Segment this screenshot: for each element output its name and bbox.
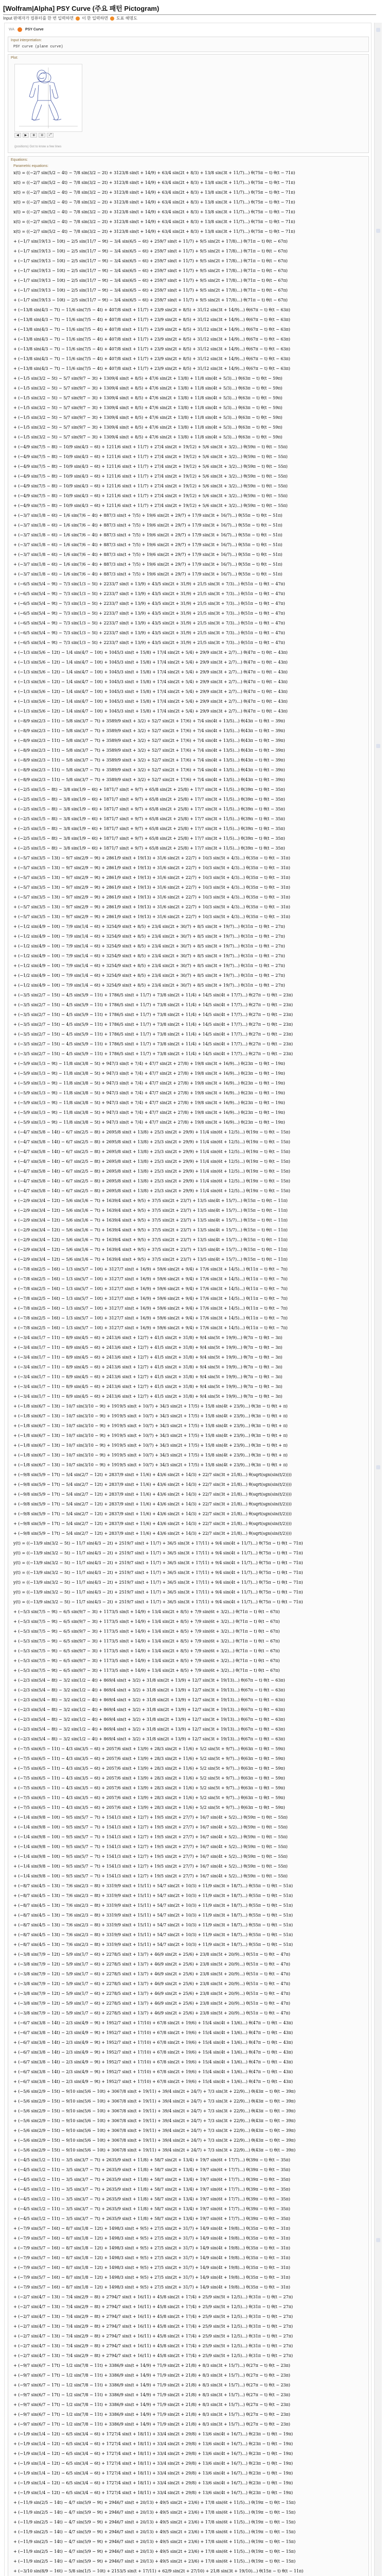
- equation-line: + (−3/5 sin(2/7 − 15t) − 4/5 sin(5/9 − 11t) + 1786/5 sin(t + 11/7) + 73/8 sin(2t + 11/4) + 14/5 sin(4t + 17/7)...) θ(27π − t) θ(t − 23π): [13, 1032, 293, 1037]
- equation-line: + (−1/2 sin(4/9 − 10t) − 7/9 sin(1/4 − 6t) + 3254/9 sin(t + 8/5) + 23/4 sin(2t + 30/7) + 8/5 sin(3t + 19/7)...) θ(31π − t) θ(t − 27π): [13, 924, 285, 929]
- equation-line: + (−1/3 sin(5/6 − 12t) − 1/4 sin(4/7 − 10t) + 1045/3 sin(t + 15/8) + 17/4 sin(2t + 5/4) + 29/9 sin(3t + 2/7)...) θ(47π − t) θ(t − 43π): [13, 660, 288, 665]
- equation-line: + (−9/7 sin(6/7 − 17t) − 1/2 sin(7/8 − 11t) + 3386/9 sin(t + 14/9) + 71/9 sin(2t + 21/8) + 8/3 sin(3t + 15/7)...) θ(27π − t) θ(t − 23π): [13, 2373, 291, 2378]
- equation-line: + (−1/4 sin(9/8 − 10t) − 9/5 sin(5/7 − 7t) + 1541/3 sin(t + 12/7) + 19/5 sin(2t + 27/7) + 16/7 sin(4t + 5/2)...) θ(59π − t) θ(t − 55π): [13, 1825, 288, 1829]
- equation-line: + (−1/2 sin(4/9 − 10t) − 7/9 sin(1/4 − 6t) + 3254/9 sin(t + 8/5) + 23/4 sin(2t + 30/7) + 8/5 sin(3t + 19/7)...) θ(31π − t) θ(t − 27π): [13, 973, 285, 978]
- equation-line: + (−3/7 sin(1/8 − 6t) − 1/6 sin(7/6 − 4t) + 887/3 sin(t + 7/5) + 19/6 sin(2t + 29/7) + 17/9 sin(3t + 16/7)...) θ(55π − t) θ(t − 51π): [13, 523, 282, 528]
- equation-line: + (−1/5 sin(3/2 − 5t) − 5/7 sin(9/7 − 3t) + 1309/4 sin(t + 8/5) + 47/6 sin(2t + 13/8) + 11/8 sin(4t + 5/3)...) θ(63π − t) θ(t − 59π): [13, 386, 282, 391]
- equation-line: + (−3/5 sin(2/7 − 15t) − 4/5 sin(5/9 − 11t) + 1786/5 sin(t + 11/7) + 73/8 sin(2t + 11/4) + 14/5 sin(4t + 17/7)...) θ(27π − t) θ(t − 23π): [13, 1052, 293, 1056]
- equation-line: + (−3/7 sin(1/8 − 6t) − 1/6 sin(7/6 − 4t) + 887/3 sin(t + 7/5) + 19/6 sin(2t + 29/7) + 17/9 sin(3t + 16/7)...) θ(55π − t) θ(t − 51π): [13, 572, 282, 577]
- equation-line: + (−1/8 sin(6/7 − 13t) − 10/7 sin(3/10 − 9t) + 1919/5 sin(t + 10/7) + 34/3 sin(2t + 17/5) + 15/8 sin(4t + 23/9)...) θ(3π − t) θ(t + π): [13, 1463, 288, 1467]
- equation-line: + (−9/8 sin(5/9 − 17t) − 5/4 sin(2/7 − 12t) + 2837/9 sin(t + 11/6) + 43/6 sin(2t + 14/3) + 22/7 sin(3t + 21/8)...) θ(sqrt(sgn(sin(t/2)))): [13, 1482, 292, 1487]
- equation-line: + (−2/7 sin(4/7 − 13t) − 7/4 sin(2/9 − 8t) + 2794/7 sin(t + 16/11) + 45/8 sin(2t + 17/4) + 25/9 sin(5t + 12/5)...) θ(31π − t) θ(t − 27π): [13, 2353, 293, 2358]
- equation-line: + (−9/7 sin(6/7 − 17t) − 1/2 sin(7/8 − 11t) + 3386/9 sin(t + 14/9) + 71/9 sin(2t + 21/8) + 8/3 sin(3t + 15/7)...) θ(27π − t) θ(t − 23π): [13, 2393, 291, 2397]
- equation-line: + (−6/7 sin(3/8 − 14t) − 2/3 sin(4/9 − 9t) + 1952/7 sin(t + 17/10) + 67/8 sin(2t + 19/6) + 15/4 sin(4t + 13/6)...) θ(47π − t) θ(t − 43π): [13, 2079, 293, 2084]
- equation-line: + (−1/8 sin(6/7 − 13t) − 10/7 sin(3/10 − 9t) + 1919/5 sin(t + 10/7) + 34/3 sin(2t + 17/5) + 15/8 sin(4t + 23/9)...) θ(3π − t) θ(t + π): [13, 1453, 288, 1458]
- equation-line: + (−3/8 sin(7/9 − 12t) − 5/9 sin(1/7 − 6t) + 2278/5 sin(t + 13/7) + 46/9 sin(2t + 25/6) + 23/8 sin(5t + 20/9)...) θ(51π − t) θ(t − 47π): [13, 2011, 291, 2015]
- equation-line: + (−3/7 sin(1/8 − 6t) − 1/6 sin(7/6 − 4t) + 887/3 sin(t + 7/5) + 19/6 sin(2t + 29/7) + 17/9 sin(3t + 16/7)...) θ(55π − t) θ(t − 51π): [13, 533, 282, 537]
- pod-title: Plot:: [11, 56, 19, 60]
- equation-line: + (−5/9 sin(1/3 − 9t) − 11/8 sin(3/8 − 5t) + 947/3 sin(t + 7/4) + 47/7 sin(2t + 27/8) + 19/8 sin(3t + 16/9)...) θ(23π − t) θ(t − 19π): [13, 1071, 285, 1076]
- equation-line: + (−4/9 sin(7/5 − 8t) − 10/9 sin(4/3 − 6t) + 1211/6 sin(t + 11/7) + 27/4 sin(2t + 19/12) + 5/6 sin(3t + 3/2)...) θ(59π − t) θ(t − 55π): [13, 454, 288, 459]
- equation-line: + (−7/5 sin(6/5 − 11t) − 4/3 sin(3/5 − 6t) + 2057/6 sin(t + 13/9) + 28/3 sin(2t + 11/6) + 5/2 sin(5t + 9/7)...) θ(63π − t) θ(t − 59π): [13, 1747, 285, 1751]
- equation-line: + (−11/9 sin(2/5 − 14t) − 4/7 sin(5/9 − 9t) + 2946/7 sin(t + 20/13) + 49/5 sin(2t + 23/6) + 17/8 sin(6t + 11/5)...) θ(19π − t) θ(t − 15π): [13, 2520, 296, 2524]
- equation-line: + (−6/5 sin(5/4 − 9t) − 7/3 sin(1/3 − 5t) + 2233/7 sin(t + 13/9) + 43/5 sin(2t + 31/9) + 21/5 sin(3t + 7/3)...) θ(51π − t) θ(t − 47π): [13, 591, 285, 596]
- equation-line: + (−9/8 sin(5/9 − 17t) − 5/4 sin(2/7 − 12t) + 2837/9 sin(t + 11/6) + 43/6 sin(2t + 14/3) + 22/7 sin(3t + 21/8)...) θ(sqrt(sgn(sin(t/2)))): [13, 1502, 292, 1506]
- equation-line: + (−13/8 sin(4/3 − 7t) − 11/6 sin(7/5 − 4t) + 407/8 sin(t + 11/7) + 23/9 sin(2t + 8/5) + 31/12 sin(3t + 14/9)...) θ(67π − t) θ(t − 63π): [13, 327, 291, 332]
- equation-line: + (−1/2 sin(4/9 − 10t) − 7/9 sin(1/4 − 6t) + 3254/9 sin(t + 8/5) + 23/4 sin(2t + 30/7) + 8/5 sin(3t + 19/7)...) θ(31π − t) θ(t − 27π): [13, 944, 285, 948]
- equation-line: + (−13/8 sin(4/3 − 7t) − 11/6 sin(7/5 − 4t) + 407/8 sin(t + 11/7) + 23/9 sin(2t + 8/5) + 31/12 sin(3t + 14/9)...) θ(67π − t) θ(t − 63π): [13, 308, 291, 312]
- equation-line: + (−9/7 sin(6/7 − 17t) − 1/2 sin(7/8 − 11t) + 3386/9 sin(t + 14/9) + 71/9 sin(2t + 21/8) + 8/3 sin(3t + 15/7)...) θ(27π − t) θ(t − 23π): [13, 2363, 291, 2368]
- equation-line: + (−2/5 sin(1/5 − 8t) − 3/8 sin(1/9 − 6t) + 1871/7 sin(t + 9/7) + 65/8 sin(2t + 25/8) + 17/7 sin(3t + 11/5)...) θ(39π − t) θ(t − 35π): [13, 826, 285, 831]
- equation-line: y(t) = ((−13/9 sin(3/2 − 5t) − 11/7 sin(4/3 − 2t) + 2519/7 sin(t + 11/7) + 36/5 sin(3t + 17/11) + 9/4 sin(4t + 11/7)...) θ(75π − t) θ(t − 71π): [13, 1600, 303, 1604]
- equation-line: + (−2/9 sin(3/4 − 12t) − 5/6 sin(1/6 − 7t) + 1639/4 sin(t + 9/5) + 37/5 sin(2t + 23/7) + 13/5 sin(4t + 15/7)...) θ(15π − t) θ(t − 11π): [13, 1218, 288, 1223]
- query-name[interactable]: PSY Curve: [25, 28, 44, 31]
- equation-line: x(t) = ((−2/7 sin(5/2 − 4t) − 7/8 sin(3/2 − 2t) + 3123/8 sin(t + 14/9) + 63/4 sin(2t + 8/3) + 13/8 sin(3t + 11/7)...) θ(75π − t) θ(t − 71π): [13, 171, 295, 175]
- orange-circle-icon: [110, 16, 114, 21]
- equation-line: + (−5/3 sin(7/5 − 9t) − 6/5 sin(9/7 − 3t) + 1173/5 sin(t + 14/9) + 13/4 sin(2t + 8/5) + 7/9 sin(6t + 3/2)...) θ(71π − t) θ(t − 67π): [13, 1668, 280, 1673]
- equation-line: + (−1/5 sin(3/2 − 5t) − 5/7 sin(9/7 − 3t) + 1309/4 sin(t + 8/5) + 47/6 sin(2t + 13/8) + 11/8 sin(4t + 5/3)...) θ(63π − t) θ(t − 59π): [13, 405, 282, 410]
- equation-line: + (−3/4 sin(1/7 − 11t) − 8/9 sin(4/5 − 6t) + 2413/6 sin(t + 12/7) + 41/5 sin(2t + 31/8) + 9/4 sin(5t + 19/9)...) θ(7π − t) θ(t − 3π): [13, 1345, 282, 1350]
- pod-title: Input interpretation:: [11, 39, 42, 42]
- equation-line: + (−1/4 sin(9/8 − 10t) − 9/5 sin(5/7 − 7t) + 1541/3 sin(t + 12/7) + 19/5 sin(2t + 27/7) + 16/7 sin(4t + 5/2)...) θ(59π − t) θ(t − 55π): [13, 1854, 288, 1859]
- equation-line: + (−3/7 sin(1/8 − 6t) − 1/6 sin(7/6 − 4t) + 887/3 sin(t + 7/5) + 19/6 sin(2t + 29/7) + 17/9 sin(3t + 16/7)...) θ(55π − t) θ(t − 51π): [13, 543, 282, 547]
- psy-curve-plot: [14, 64, 82, 132]
- equation-line: + (−4/5 sin(1/2 − 11t) − 3/5 sin(3/7 − 7t) + 2635/9 sin(t + 11/8) + 58/7 sin(2t + 13/4) + 19/7 sin(6t + 17/7)...) θ(39π − t) θ(t − 35π): [13, 2187, 291, 2192]
- equation-line: + (−7/8 sin(2/5 − 16t) − 1/3 sin(5/7 − 10t) + 3127/7 sin(t + 16/9) + 59/6 sin(2t + 9/4) + 17/6 sin(3t + 14/5)...) θ(11π − t) θ(t − 7π): [13, 1296, 288, 1301]
- equation-line: + (−7/9 sin(5/7 − 16t) − 8/7 sin(1/8 − 12t) + 1498/3 sin(t + 9/5) + 27/5 sin(2t + 31/7) + 14/9 sin(4t + 19/8)...) θ(35π − t) θ(t − 31π): [13, 2265, 291, 2270]
- equation-line: + (−1/7 sin(19/13 − 10t) − 2/5 sin(11/7 − 9t) − 3/4 sin(6/5 − 6t) + 259/7 sin(t + 11/7) + 9/5 sin(2t + 17/8)...) θ(71π − t) θ(t − 67π): [13, 268, 288, 273]
- equation-line: + (−1/9 sin(1/4 − 12t) − 6/5 sin(3/4 − 6t) + 1727/4 sin(t + 18/11) + 33/4 sin(2t + 29/8) + 13/6 sin(4t + 16/7)...) θ(23π − t) θ(t − 19π): [13, 2481, 293, 2485]
- equation-line: + (−1/2 sin(4/9 − 10t) − 7/9 sin(1/4 − 6t) + 3254/9 sin(t + 8/5) + 23/4 sin(2t + 30/7) + 8/5 sin(3t + 19/7)...) θ(31π − t) θ(t − 27π): [13, 983, 285, 988]
- equation-line: + (−3/5 sin(2/7 − 15t) − 4/5 sin(5/9 − 11t) + 1786/5 sin(t + 11/7) + 73/8 sin(2t + 11/4) + 14/5 sin(4t + 17/7)...) θ(27π − t) θ(t − 23π): [13, 993, 293, 997]
- pod-subtitle: Parametric equations:: [13, 164, 49, 168]
- equation-line: + (−1/3 sin(5/6 − 12t) − 1/4 sin(4/7 − 10t) + 1045/3 sin(t + 15/8) + 17/4 sin(2t + 5/4) + 29/9 sin(3t + 2/7)...) θ(47π − t) θ(t − 43π): [13, 680, 288, 684]
- equation-line: + (−1/3 sin(5/6 − 12t) − 1/4 sin(4/7 − 10t) + 1045/3 sin(t + 15/8) + 17/4 sin(2t + 5/4) + 29/9 sin(3t + 2/7)...) θ(47π − t) θ(t − 43π): [13, 689, 288, 694]
- equation-line: + (−6/7 sin(3/8 − 14t) − 2/3 sin(4/9 − 9t) + 1952/7 sin(t + 17/10) + 67/8 sin(2t + 19/6) + 15/4 sin(4t + 13/6)...) θ(47π − t) θ(t − 43π): [13, 2050, 293, 2055]
- plot-control-right[interactable]: ▶: [23, 133, 29, 138]
- equation-line: + (−3/5 sin(2/7 − 15t) − 4/5 sin(5/9 − 11t) + 1786/5 sin(t + 11/7) + 73/8 sin(2t + 11/4) + 14/5 sin(4t + 17/7)...) θ(27π − t) θ(t − 23π): [13, 1042, 293, 1046]
- pod-title: Equations:: [11, 158, 28, 162]
- equation-line: + (−2/5 sin(1/5 − 8t) − 3/8 sin(1/9 − 6t) + 1871/7 sin(t + 9/7) + 65/8 sin(2t + 25/8) + 17/7 sin(3t + 11/5)...) θ(39π − t) θ(t − 35π): [13, 836, 285, 841]
- equation-line: + (−1/7 sin(19/13 − 10t) − 2/5 sin(11/7 − 9t) − 3/4 sin(6/5 − 6t) + 259/7 sin(t + 11/7) + 9/5 sin(2t + 17/8)...) θ(71π − t) θ(t − 67π): [13, 239, 288, 244]
- equation-line: + (−7/8 sin(2/5 − 16t) − 1/3 sin(5/7 − 10t) + 3127/7 sin(t + 16/9) + 59/6 sin(2t + 9/4) + 17/6 sin(3t + 14/5)...) θ(11π − t) θ(t − 7π): [13, 1306, 288, 1311]
- equation-line: + (−3/4 sin(1/7 − 11t) − 8/9 sin(4/5 − 6t) + 2413/6 sin(t + 12/7) + 41/5 sin(2t + 31/8) + 9/4 sin(5t + 19/9)...) θ(7π − t) θ(t − 3π): [13, 1335, 282, 1340]
- equation-line: + (−5/6 sin(2/9 − 15t) − 9/10 sin(5/6 − 10t) + 3067/8 sin(t + 19/11) + 39/4 sin(2t + 24/7) + 7/3 sin(3t + 22/9)...) θ(43π − t) θ(t − 39π): [13, 2128, 296, 2133]
- equation-line: + (−4/9 sin(7/5 − 8t) − 10/9 sin(4/3 − 6t) + 1211/6 sin(t + 11/7) + 27/4 sin(2t + 19/12) + 5/6 sin(3t + 3/2)...) θ(59π − t) θ(t − 55π): [13, 503, 288, 508]
- equation-line: + (−5/6 sin(2/9 − 15t) − 9/10 sin(5/6 − 10t) + 3067/8 sin(t + 19/11) + 39/4 sin(2t + 24/7) + 7/3 sin(3t + 22/9)...) θ(43π − t) θ(t − 39π): [13, 2119, 296, 2123]
- equation-line: + (−3/4 sin(1/7 − 11t) − 8/9 sin(4/5 − 6t) + 2413/6 sin(t + 12/7) + 41/5 sin(2t + 31/8) + 9/4 sin(5t + 19/9)...) θ(7π − t) θ(t − 3π): [13, 1365, 282, 1369]
- equation-line: + (−5/9 sin(1/3 − 9t) − 11/8 sin(3/8 − 5t) + 947/3 sin(t + 7/4) + 47/7 sin(2t + 27/8) + 19/8 sin(3t + 16/9)...) θ(23π − t) θ(t − 19π): [13, 1110, 285, 1115]
- rail-marker-icon: [376, 28, 380, 32]
- equation-line: + (−3/7 sin(1/8 − 6t) − 1/6 sin(7/6 − 4t) + 887/3 sin(t + 7/5) + 19/6 sin(2t + 29/7) + 17/9 sin(3t + 16/7)...) θ(55π − t) θ(t − 51π): [13, 552, 282, 557]
- equation-line: + (−3/5 sin(2/7 − 15t) − 4/5 sin(5/9 − 11t) + 1786/5 sin(t + 11/7) + 73/8 sin(2t + 11/4) + 14/5 sin(4t + 17/7)...) θ(27π − t) θ(t − 23π): [13, 1022, 293, 1027]
- equation-line: + (−8/9 sin(2/3 − 11t) − 5/8 sin(3/7 − 7t) + 3589/9 sin(t + 3/2) + 52/7 sin(2t + 17/6) + 7/4 sin(4t + 13/5)...) θ(43π − t) θ(t − 39π): [13, 768, 285, 772]
- equation-line: + (−1/5 sin(3/2 − 5t) − 5/7 sin(9/7 − 3t) + 1309/4 sin(t + 8/5) + 47/6 sin(2t + 13/8) + 11/8 sin(4t + 5/3)...) θ(63π − t) θ(t − 59π): [13, 415, 282, 420]
- equation-line: + (−1/8 sin(6/7 − 13t) − 10/7 sin(3/10 − 9t) + 1919/5 sin(t + 10/7) + 34/3 sin(2t + 17/5) + 15/8 sin(4t + 23/9)...) θ(3π − t) θ(t + π): [13, 1414, 288, 1418]
- equation-line: + (−7/8 sin(2/5 − 16t) − 1/3 sin(5/7 − 10t) + 3127/7 sin(t + 16/9) + 59/6 sin(2t + 9/4) + 17/6 sin(3t + 14/5)...) θ(11π − t) θ(t − 7π): [13, 1316, 288, 1320]
- equation-line: + (−8/9 sin(2/3 − 11t) − 5/8 sin(3/7 − 7t) + 3589/9 sin(t + 3/2) + 52/7 sin(2t + 17/6) + 7/4 sin(4t + 13/5)...) θ(43π − t) θ(t − 39π): [13, 719, 285, 723]
- equation-line: + (−2/3 sin(5/4 − 8t) − 3/2 sin(1/2 − 4t) + 869/4 sin(t + 3/2) + 31/8 sin(2t + 13/9) + 12/7 sin(3t + 19/13)...) θ(67π − t) θ(t − 63π): [13, 1737, 285, 1741]
- equation-line: + (−1/8 sin(6/7 − 13t) − 10/7 sin(3/10 − 9t) + 1919/5 sin(t + 10/7) + 34/3 sin(2t + 17/5) + 15/8 sin(4t + 23/9)...) θ(3π − t) θ(t + π): [13, 1423, 288, 1428]
- equation-line: + (−7/5 sin(6/5 − 11t) − 4/3 sin(3/5 − 6t) + 2057/6 sin(t + 13/9) + 28/3 sin(2t + 11/6) + 5/2 sin(5t + 9/7)...) θ(63π − t) θ(t − 59π): [13, 1766, 285, 1771]
- orange-circle-icon: [76, 16, 80, 21]
- equation-line: + (−9/8 sin(5/9 − 17t) − 5/4 sin(2/7 − 12t) + 2837/9 sin(t + 11/6) + 43/6 sin(2t + 14/3) + 22/7 sin(3t + 21/8)...) θ(sqrt(sgn(sin(t/2)))): [13, 1512, 292, 1516]
- equation-line: + (−1/9 sin(1/4 − 12t) − 6/5 sin(3/4 − 6t) + 1727/4 sin(t + 18/11) + 33/4 sin(2t + 29/8) + 13/6 sin(4t + 16/7)...) θ(23π − t) θ(t − 19π): [13, 2451, 293, 2456]
- equation-line: + (−2/9 sin(3/4 − 12t) − 5/6 sin(1/6 − 7t) + 1639/4 sin(t + 9/5) + 37/5 sin(2t + 23/7) + 13/5 sin(4t + 15/7)...) θ(15π − t) θ(t − 11π): [13, 1198, 288, 1203]
- equation-line: x(t) = ((−2/7 sin(5/2 − 4t) − 7/8 sin(3/2 − 2t) + 3123/8 sin(t + 14/9) + 63/4 sin(2t + 8/3) + 13/8 sin(3t + 11/7)...) θ(75π − t) θ(t − 71π): [13, 229, 295, 234]
- equation-line: + (−7/8 sin(2/5 − 16t) − 1/3 sin(5/7 − 10t) + 3127/7 sin(t + 16/9) + 59/6 sin(2t + 9/4) + 17/6 sin(3t + 14/5)...) θ(11π − t) θ(t − 7π): [13, 1277, 288, 1281]
- equation-line: + (−1/3 sin(5/6 − 12t) − 1/4 sin(4/7 − 10t) + 1045/3 sin(t + 15/8) + 17/4 sin(2t + 5/4) + 29/9 sin(3t + 2/7)...) θ(47π − t) θ(t − 43π): [13, 709, 288, 714]
- equation-line: + (−4/7 sin(5/8 − 14t) − 6/7 sin(2/5 − 8t) + 2695/8 sin(t + 13/8) + 25/3 sin(2t + 29/9) + 11/4 sin(6t + 12/5)...) θ(19π − t) θ(t − 15π): [13, 1159, 291, 1164]
- equation-line: + (−1/5 sin(3/2 − 5t) − 5/7 sin(9/7 − 3t) + 1309/4 sin(t + 8/5) + 47/6 sin(2t + 13/8) + 11/8 sin(4t + 5/3)...) θ(63π − t) θ(t − 59π): [13, 376, 282, 381]
- equation-line: + (−1/7 sin(19/13 − 10t) − 2/5 sin(11/7 − 9t) − 3/4 sin(6/5 − 6t) + 259/7 sin(t + 11/7) + 9/5 sin(2t + 17/8)...) θ(71π − t) θ(t − 67π): [13, 249, 288, 253]
- equation-line: y(t) = ((−13/9 sin(3/2 − 5t) − 11/7 sin(4/3 − 2t) + 2519/7 sin(t + 11/7) + 36/5 sin(3t + 17/11) + 9/4 sin(4t + 11/7)...) θ(75π − t) θ(t − 71π): [13, 1541, 303, 1546]
- equation-line: + (−7/9 sin(5/7 − 16t) − 8/7 sin(1/8 − 12t) + 1498/3 sin(t + 9/5) + 27/5 sin(2t + 31/7) + 14/9 sin(4t + 19/8)...) θ(35π − t) θ(t − 31π): [13, 2256, 291, 2260]
- equation-line: + (−5/6 sin(2/9 − 15t) − 9/10 sin(5/6 − 10t) + 3067/8 sin(t + 19/11) + 39/4 sin(2t + 24/7) + 7/3 sin(3t + 22/9)...) θ(43π − t) θ(t − 39π): [13, 2089, 296, 2094]
- equation-line: + (−6/5 sin(5/4 − 9t) − 7/3 sin(1/3 − 5t) + 2233/7 sin(t + 13/9) + 43/5 sin(2t + 31/9) + 21/5 sin(3t + 7/3)...) θ(51π − t) θ(t − 47π): [13, 601, 285, 606]
- equation-line: + (−13/8 sin(4/3 − 7t) − 11/6 sin(7/5 − 4t) + 407/8 sin(t + 11/7) + 23/9 sin(2t + 8/5) + 31/12 sin(3t + 14/9)...) θ(67π − t) θ(t − 63π): [13, 317, 291, 322]
- equation-line: + (−4/9 sin(7/5 − 8t) − 10/9 sin(4/3 − 6t) + 1211/6 sin(t + 11/7) + 27/4 sin(2t + 19/12) + 5/6 sin(3t + 3/2)...) θ(59π − t) θ(t − 55π): [13, 464, 288, 469]
- equation-line: + (−6/7 sin(3/8 − 14t) − 2/3 sin(4/9 − 9t) + 1952/7 sin(t + 17/10) + 67/8 sin(2t + 19/6) + 15/4 sin(4t + 13/6)...) θ(47π − t) θ(t − 43π): [13, 2040, 293, 2045]
- equation-line: + (−4/9 sin(7/5 − 8t) − 10/9 sin(4/3 − 6t) + 1211/6 sin(t + 11/7) + 27/4 sin(2t + 19/12) + 5/6 sin(3t + 3/2)...) θ(59π − t) θ(t − 55π): [13, 484, 288, 488]
- equation-line: + (−5/3 sin(7/5 − 9t) − 6/5 sin(9/7 − 3t) + 1173/5 sin(t + 14/9) + 13/4 sin(2t + 8/5) + 7/9 sin(6t + 3/2)...) θ(71π − t) θ(t − 67π): [13, 1658, 280, 1663]
- wolfram-result-frame: [4, 23, 372, 2576]
- equation-line: + (−3/7 sin(1/8 − 6t) − 1/6 sin(7/6 − 4t) + 887/3 sin(t + 7/5) + 19/6 sin(2t + 29/7) + 17/9 sin(3t + 16/7)...) θ(55π − t) θ(t − 51π): [13, 562, 282, 567]
- equation-line: + (−5/3 sin(7/5 − 9t) − 6/5 sin(9/7 − 3t) + 1173/5 sin(t + 14/9) + 13/4 sin(2t + 8/5) + 7/9 sin(6t + 3/2)...) θ(71π − t) θ(t − 67π): [13, 1619, 280, 1624]
- page-title: [Wolfram|Alpha] PSY Curve (주요 패턴 Pictogram): [3, 3, 376, 15]
- equation-line: + (−7/5 sin(6/5 − 11t) − 4/3 sin(3/5 − 6t) + 2057/6 sin(t + 13/9) + 28/3 sin(2t + 11/6) + 5/2 sin(5t + 9/7)...) θ(63π − t) θ(t − 59π): [13, 1786, 285, 1790]
- equation-line: + (−9/7 sin(6/7 − 17t) − 1/2 sin(7/8 − 11t) + 3386/9 sin(t + 14/9) + 71/9 sin(2t + 21/8) + 8/3 sin(3t + 15/7)...) θ(27π − t) θ(t − 23π): [13, 2412, 291, 2417]
- equation-line: + (−8/9 sin(2/3 − 11t) − 5/8 sin(3/7 − 7t) + 3589/9 sin(t + 3/2) + 52/7 sin(2t + 17/6) + 7/4 sin(4t + 13/5)...) θ(43π − t) θ(t − 39π): [13, 738, 285, 743]
- rail-marker-icon: [376, 2238, 380, 2242]
- equation-line: + (−7/5 sin(6/5 − 11t) − 4/3 sin(3/5 − 6t) + 2057/6 sin(t + 13/9) + 28/3 sin(2t + 11/6) + 5/2 sin(5t + 9/7)...) θ(63π − t) θ(t − 59π): [13, 1776, 285, 1781]
- equation-line: + (−3/8 sin(7/9 − 12t) − 5/9 sin(1/7 − 6t) + 2278/5 sin(t + 13/7) + 46/9 sin(2t + 25/6) + 23/8 sin(5t + 20/9)...) θ(51π − t) θ(t − 47π): [13, 1991, 291, 1996]
- equation-line: + (−6/7 sin(3/8 − 14t) − 2/3 sin(4/9 − 9t) + 1952/7 sin(t + 17/10) + 67/8 sin(2t + 19/6) + 15/4 sin(4t + 13/6)...) θ(47π − t) θ(t − 43π): [13, 2070, 293, 2074]
- equation-line: + (−4/5 sin(1/2 − 11t) − 3/5 sin(3/7 − 7t) + 2635/9 sin(t + 11/8) + 58/7 sin(2t + 13/4) + 19/7 sin(6t + 17/7)...) θ(39π − t) θ(t − 35π): [13, 2197, 291, 2201]
- equation-line: + (−2/7 sin(4/7 − 13t) − 7/4 sin(2/9 − 8t) + 2794/7 sin(t + 16/11) + 45/8 sin(2t + 17/4) + 25/9 sin(5t + 12/5)...) θ(31π − t) θ(t − 27π): [13, 2304, 293, 2309]
- equation-line: + (−2/5 sin(1/5 − 8t) − 3/8 sin(1/9 − 6t) + 1871/7 sin(t + 9/7) + 65/8 sin(2t + 25/8) + 17/7 sin(3t + 11/5)...) θ(39π − t) θ(t − 35π): [13, 807, 285, 811]
- plot-zoom-in[interactable]: ⊕: [30, 133, 37, 138]
- equation-line: + (−3/4 sin(1/7 − 11t) − 8/9 sin(4/5 − 6t) + 2413/6 sin(t + 12/7) + 41/5 sin(2t + 31/8) + 9/4 sin(5t + 19/9)...) θ(7π − t) θ(t − 3π): [13, 1394, 282, 1399]
- input-interpretation-pod: [8, 37, 369, 52]
- equation-line: + (−3/5 sin(2/7 − 15t) − 4/5 sin(5/9 − 11t) + 1786/5 sin(t + 11/7) + 73/8 sin(2t + 11/4) + 14/5 sin(4t + 17/7)...) θ(27π − t) θ(t − 23π): [13, 1003, 293, 1007]
- equation-line: + (−5/3 sin(7/5 − 9t) − 6/5 sin(9/7 − 3t) + 1173/5 sin(t + 14/9) + 13/4 sin(2t + 8/5) + 7/9 sin(6t + 3/2)...) θ(71π − t) θ(t − 67π): [13, 1639, 280, 1643]
- equation-line: + (−6/5 sin(5/4 − 9t) − 7/3 sin(1/3 − 5t) + 2233/7 sin(t + 13/9) + 43/5 sin(2t + 31/9) + 21/5 sin(3t + 7/3)...) θ(51π − t) θ(t − 47π): [13, 621, 285, 625]
- equation-line: + (−1/2 sin(4/9 − 10t) − 7/9 sin(1/4 − 6t) + 3254/9 sin(t + 8/5) + 23/4 sin(2t + 30/7) + 8/5 sin(3t + 19/7)...) θ(31π − t) θ(t − 27π): [13, 954, 285, 958]
- equation-line: + (−2/3 sin(5/4 − 8t) − 3/2 sin(1/2 − 4t) + 869/4 sin(t + 3/2) + 31/8 sin(2t + 13/9) + 12/7 sin(3t + 19/13)...) θ(67π − t) θ(t − 63π): [13, 1698, 285, 1702]
- equation-line: + (−8/7 sin(4/5 − 13t) − 7/6 sin(2/3 − 8t) + 3319/9 sin(t + 15/11) + 54/7 sin(2t + 10/3) + 11/9 sin(3t + 18/7)...) θ(55π − t) θ(t − 51π): [13, 1923, 293, 1927]
- equation-line: y(t) = ((−13/9 sin(3/2 − 5t) − 11/7 sin(4/3 − 2t) + 2519/7 sin(t + 11/7) + 36/5 sin(3t + 17/11) + 9/4 sin(4t + 11/7)...) θ(75π − t) θ(t − 71π): [13, 1551, 303, 1555]
- equation-line: + (−4/7 sin(5/8 − 14t) − 6/7 sin(2/5 − 8t) + 2695/8 sin(t + 13/8) + 25/3 sin(2t + 29/9) + 11/4 sin(6t + 12/5)...) θ(19π − t) θ(t − 15π): [13, 1140, 291, 1144]
- plot-pod: [8, 54, 369, 153]
- equation-line: + (−4/7 sin(5/8 − 14t) − 6/7 sin(2/5 − 8t) + 2695/8 sin(t + 13/8) + 25/3 sin(2t + 29/9) + 11/4 sin(6t + 12/5)...) θ(19π − t) θ(t − 15π): [13, 1130, 291, 1134]
- equation-line: + (−4/7 sin(5/8 − 14t) − 6/7 sin(2/5 − 8t) + 2695/8 sin(t + 13/8) + 25/3 sin(2t + 29/9) + 11/4 sin(6t + 12/5)...) θ(19π − t) θ(t − 15π): [13, 1149, 291, 1154]
- equation-line: + (−4/7 sin(5/8 − 14t) − 6/7 sin(2/5 − 8t) + 2695/8 sin(t + 13/8) + 25/3 sin(2t + 29/9) + 11/4 sin(6t + 12/5)...) θ(19π − t) θ(t − 15π): [13, 1169, 291, 1174]
- equation-line: + (−5/9 sin(1/3 − 9t) − 11/8 sin(3/8 − 5t) + 947/3 sin(t + 7/4) + 47/7 sin(2t + 27/8) + 19/8 sin(3t + 16/9)...) θ(23π − t) θ(t − 19π): [13, 1061, 285, 1066]
- equation-line: + (−4/5 sin(1/2 − 11t) − 3/5 sin(3/7 − 7t) + 2635/9 sin(t + 11/8) + 58/7 sin(2t + 13/4) + 19/7 sin(6t + 17/7)...) θ(39π − t) θ(t − 35π): [13, 2167, 291, 2172]
- equation-line: + (−7/9 sin(5/7 − 16t) − 8/7 sin(1/8 − 12t) + 1498/3 sin(t + 9/5) + 27/5 sin(2t + 31/7) + 14/9 sin(4t + 19/8)...) θ(35π − t) θ(t − 31π): [13, 2246, 291, 2250]
- equation-line: + (−6/5 sin(5/4 − 9t) − 7/3 sin(1/3 − 5t) + 2233/7 sin(t + 13/9) + 43/5 sin(2t + 31/9) + 21/5 sin(3t + 7/3)...) θ(51π − t) θ(t − 47π): [13, 582, 285, 586]
- equation-line: + (−2/7 sin(4/7 − 13t) − 7/4 sin(2/9 − 8t) + 2794/7 sin(t + 16/11) + 45/8 sin(2t + 17/4) + 25/9 sin(5t + 12/5)...) θ(31π − t) θ(t − 27π): [13, 2334, 293, 2338]
- equation-line: + (−4/9 sin(7/5 − 8t) − 10/9 sin(4/3 − 6t) + 1211/6 sin(t + 11/7) + 27/4 sin(2t + 19/12) + 5/6 sin(3t + 3/2)...) θ(59π − t) θ(t − 55π): [13, 494, 288, 498]
- equation-line: + (−9/8 sin(5/9 − 17t) − 5/4 sin(2/7 − 12t) + 2837/9 sin(t + 11/6) + 43/6 sin(2t + 14/3) + 22/7 sin(3t + 21/8)...) θ(sqrt(sgn(sin(t/2)))): [13, 1531, 292, 1536]
- equation-line: + (−9/7 sin(6/7 − 17t) − 1/2 sin(7/8 − 11t) + 3386/9 sin(t + 14/9) + 71/9 sin(2t + 21/8) + 8/3 sin(3t + 15/7)...) θ(27π − t) θ(t − 23π): [13, 2402, 291, 2407]
- equation-line: + (−7/8 sin(2/5 − 16t) − 1/3 sin(5/7 − 10t) + 3127/7 sin(t + 16/9) + 59/6 sin(2t + 9/4) + 17/6 sin(3t + 14/5)...) θ(11π − t) θ(t − 7π): [13, 1286, 288, 1291]
- equation-line: + (−7/9 sin(5/7 − 16t) − 8/7 sin(1/8 − 12t) + 1498/3 sin(t + 9/5) + 27/5 sin(2t + 31/7) + 14/9 sin(4t + 19/8)...) θ(35π − t) θ(t − 31π): [13, 2285, 291, 2290]
- equation-line: + (−4/7 sin(5/8 − 14t) − 6/7 sin(2/5 − 8t) + 2695/8 sin(t + 13/8) + 25/3 sin(2t + 29/9) + 11/4 sin(6t + 12/5)...) θ(19π − t) θ(t − 15π): [13, 1189, 291, 1193]
- equation-line: + (−7/8 sin(2/5 − 16t) − 1/3 sin(5/7 − 10t) + 3127/7 sin(t + 16/9) + 59/6 sin(2t + 9/4) + 17/6 sin(3t + 14/5)...) θ(11π − t) θ(t − 7π): [13, 1326, 288, 1330]
- equation-line: x(t) = ((−2/7 sin(5/2 − 4t) − 7/8 sin(3/2 − 2t) + 3123/8 sin(t + 14/9) + 63/4 sin(2t + 8/3) + 13/8 sin(3t + 11/7)...) θ(75π − t) θ(t − 71π): [13, 210, 295, 214]
- equation-line: + (−5/3 sin(7/5 − 9t) − 6/5 sin(9/7 − 3t) + 1173/5 sin(t + 14/9) + 13/4 sin(2t + 8/5) + 7/9 sin(6t + 3/2)...) θ(71π − t) θ(t − 67π): [13, 1629, 280, 1634]
- equation-line: + (−3/4 sin(1/7 − 11t) − 8/9 sin(4/5 − 6t) + 2413/6 sin(t + 12/7) + 41/5 sin(2t + 31/8) + 9/4 sin(5t + 19/9)...) θ(7π − t) θ(t − 3π): [13, 1375, 282, 1379]
- equation-line: + (−8/9 sin(2/3 − 11t) − 5/8 sin(3/7 − 7t) + 3589/9 sin(t + 3/2) + 52/7 sin(2t + 17/6) + 7/4 sin(4t + 13/5)...) θ(43π − t) θ(t − 39π): [13, 728, 285, 733]
- equation-line: + (−8/7 sin(4/5 − 13t) − 7/6 sin(2/3 − 8t) + 3319/9 sin(t + 15/11) + 54/7 sin(2t + 10/3) + 11/9 sin(3t + 18/7)...) θ(55π − t) θ(t − 51π): [13, 1884, 293, 1888]
- equation-line: + (−4/9 sin(7/5 − 8t) − 10/9 sin(4/3 − 6t) + 1211/6 sin(t + 11/7) + 27/4 sin(2t + 19/12) + 5/6 sin(3t + 3/2)...) θ(59π − t) θ(t − 55π): [13, 474, 288, 479]
- equation-line: + (−2/3 sin(5/4 − 8t) − 3/2 sin(1/2 − 4t) + 869/4 sin(t + 3/2) + 31/8 sin(2t + 13/9) + 12/7 sin(3t + 19/13)...) θ(67π − t) θ(t − 63π): [13, 1678, 285, 1683]
- equation-line: + (−9/8 sin(5/9 − 17t) − 5/4 sin(2/7 − 12t) + 2837/9 sin(t + 11/6) + 43/6 sin(2t + 14/3) + 22/7 sin(3t + 21/8)...) θ(sqrt(sgn(sin(t/2)))): [13, 1492, 292, 1497]
- equation-line: + (−1/4 sin(9/8 − 10t) − 9/5 sin(5/7 − 7t) + 1541/3 sin(t + 12/7) + 19/5 sin(2t + 27/7) + 16/7 sin(4t + 5/2)...) θ(59π − t) θ(t − 55π): [13, 1874, 288, 1878]
- equation-line: + (−5/7 sin(3/5 − 13t) − 9/7 sin(2/9 − 9t) + 2861/9 sin(t + 19/13) + 31/6 sin(2t + 22/7) + 10/3 sin(5t + 4/3)...) θ(35π − t) θ(t − 31π): [13, 885, 291, 890]
- equation-line: + (−9/7 sin(6/7 − 17t) − 1/2 sin(7/8 − 11t) + 3386/9 sin(t + 14/9) + 71/9 sin(2t + 21/8) + 8/3 sin(3t + 15/7)...) θ(27π − t) θ(t − 23π): [13, 2383, 291, 2387]
- equation-line: + (−1/2 sin(4/9 − 10t) − 7/9 sin(1/4 − 6t) + 3254/9 sin(t + 8/5) + 23/4 sin(2t + 30/7) + 8/5 sin(3t + 19/7)...) θ(31π − t) θ(t − 27π): [13, 963, 285, 968]
- equation-line: + (−6/5 sin(5/4 − 9t) − 7/3 sin(1/3 − 5t) + 2233/7 sin(t + 13/9) + 43/5 sin(2t + 31/9) + 21/5 sin(3t + 7/3)...) θ(51π − t) θ(t − 47π): [13, 611, 285, 616]
- equation-line: + (−7/9 sin(5/7 − 16t) − 8/7 sin(1/8 − 12t) + 1498/3 sin(t + 9/5) + 27/5 sin(2t + 31/7) + 14/9 sin(4t + 19/8)...) θ(35π − t) θ(t − 31π): [13, 2275, 291, 2280]
- equation-line: + (−7/5 sin(6/5 − 11t) − 4/3 sin(3/5 − 6t) + 2057/6 sin(t + 13/9) + 28/3 sin(2t + 11/6) + 5/2 sin(5t + 9/7)...) θ(63π − t) θ(t − 59π): [13, 1756, 285, 1761]
- equation-line: + (−3/8 sin(7/9 − 12t) − 5/9 sin(1/7 − 6t) + 2278/5 sin(t + 13/7) + 46/9 sin(2t + 25/6) + 23/8 sin(5t + 20/9)...) θ(51π − t) θ(t − 47π): [13, 1952, 291, 1957]
- equation-line: + (−1/4 sin(9/8 − 10t) − 9/5 sin(5/7 − 7t) + 1541/3 sin(t + 12/7) + 19/5 sin(2t + 27/7) + 16/7 sin(4t + 5/2)...) θ(59π − t) θ(t − 55π): [13, 1815, 288, 1820]
- equation-line: + (−1/3 sin(5/6 − 12t) − 1/4 sin(4/7 − 10t) + 1045/3 sin(t + 15/8) + 17/4 sin(2t + 5/4) + 29/9 sin(3t + 2/7)...) θ(47π − t) θ(t − 43π): [13, 699, 288, 704]
- equation-line: y(t) = ((−13/9 sin(3/2 − 5t) − 11/7 sin(4/3 − 2t) + 2519/7 sin(t + 11/7) + 36/5 sin(3t + 17/11) + 9/4 sin(4t + 11/7)...) θ(75π − t) θ(t − 71π): [13, 1580, 303, 1585]
- equation-line: + (−5/9 sin(1/3 − 9t) − 11/8 sin(3/8 − 5t) + 947/3 sin(t + 7/4) + 47/7 sin(2t + 27/8) + 19/8 sin(3t + 16/9)...) θ(23π − t) θ(t − 19π): [13, 1081, 285, 1086]
- equation-line: + (−13/8 sin(4/3 − 7t) − 11/6 sin(7/5 − 4t) + 407/8 sin(t + 11/7) + 23/9 sin(2t + 8/5) + 31/12 sin(3t + 14/9)...) θ(67π − t) θ(t − 63π): [13, 337, 291, 342]
- description-line: [3, 15, 137, 21]
- parametric-equations: [13, 168, 363, 2576]
- equation-line: + (−4/5 sin(1/2 − 11t) − 3/5 sin(3/7 − 7t) + 2635/9 sin(t + 11/8) + 58/7 sin(2t + 13/4) + 19/7 sin(6t + 17/7)...) θ(39π − t) θ(t − 35π): [13, 2207, 291, 2211]
- equation-line: + (−8/7 sin(4/5 − 13t) − 7/6 sin(2/3 − 8t) + 3319/9 sin(t + 15/11) + 54/7 sin(2t + 10/3) + 11/9 sin(3t + 18/7)...) θ(55π − t) θ(t − 51π): [13, 1893, 293, 1898]
- equation-line: y(t) = ((−13/9 sin(3/2 − 5t) − 11/7 sin(4/3 − 2t) + 2519/7 sin(t + 11/7) + 36/5 sin(3t + 17/11) + 9/4 sin(4t + 11/7)...) θ(75π − t) θ(t − 71π): [13, 1561, 303, 1565]
- equation-line: + (−2/5 sin(1/5 − 8t) − 3/8 sin(1/9 − 6t) + 1871/7 sin(t + 9/7) + 65/8 sin(2t + 25/8) + 17/7 sin(3t + 11/5)...) θ(39π − t) θ(t − 35π): [13, 846, 285, 851]
- equation-line: + (−1/3 sin(5/6 − 12t) − 1/4 sin(4/7 − 10t) + 1045/3 sin(t + 15/8) + 17/4 sin(2t + 5/4) + 29/9 sin(3t + 2/7)...) θ(47π − t) θ(t − 43π): [13, 650, 288, 655]
- equation-line: + (−3/7 sin(1/8 − 6t) − 1/6 sin(7/6 − 4t) + 887/3 sin(t + 7/5) + 19/6 sin(2t + 29/7) + 17/9 sin(3t + 16/7)...) θ(55π − t) θ(t − 51π): [13, 513, 282, 518]
- equation-line: + (−5/6 sin(2/9 − 15t) − 9/10 sin(5/6 − 10t) + 3067/8 sin(t + 19/11) + 39/4 sin(2t + 24/7) + 7/3 sin(3t + 22/9)...) θ(43π − t) θ(t − 39π): [13, 2109, 296, 2113]
- equation-line: + (−6/7 sin(3/8 − 14t) − 2/3 sin(4/9 − 9t) + 1952/7 sin(t + 17/10) + 67/8 sin(2t + 19/6) + 15/4 sin(4t + 13/6)...) θ(47π − t) θ(t − 43π): [13, 2030, 293, 2035]
- equation-line: + (−3/8 sin(7/9 − 12t) − 5/9 sin(1/7 − 6t) + 2278/5 sin(t + 13/7) + 46/9 sin(2t + 25/6) + 23/8 sin(5t + 20/9)...) θ(51π − t) θ(t − 47π): [13, 1981, 291, 1986]
- rail-marker-icon: [376, 1465, 380, 1469]
- equation-line: + (−11/9 sin(2/5 − 14t) − 4/7 sin(5/9 − 9t) + 2946/7 sin(t + 20/13) + 49/5 sin(2t + 23/6) + 17/8 sin(6t + 11/5)...) θ(19π − t) θ(t − 15π): [13, 2500, 296, 2505]
- equation-line: + (−5/6 sin(2/9 − 15t) − 9/10 sin(5/6 − 10t) + 3067/8 sin(t + 19/11) + 39/4 sin(2t + 24/7) + 7/3 sin(3t + 22/9)...) θ(43π − t) θ(t − 39π): [13, 2148, 296, 2153]
- equation-line: + (−1/8 sin(6/7 − 13t) − 10/7 sin(3/10 − 9t) + 1919/5 sin(t + 10/7) + 34/3 sin(2t + 17/5) + 15/8 sin(4t + 23/9)...) θ(3π − t) θ(t + π): [13, 1433, 288, 1438]
- equation-line: + (−5/7 sin(3/5 − 13t) − 9/7 sin(2/9 − 9t) + 2861/9 sin(t + 19/13) + 31/6 sin(2t + 22/7) + 10/3 sin(5t + 4/3)...) θ(35π − t) θ(t − 31π): [13, 875, 291, 880]
- equation-line: y(t) = ((−13/9 sin(3/2 − 5t) − 11/7 sin(4/3 − 2t) + 2519/7 sin(t + 11/7) + 36/5 sin(3t + 17/11) + 9/4 sin(4t + 11/7)...) θ(75π − t) θ(t − 71π): [13, 1590, 303, 1595]
- equation-line: + (−11/9 sin(2/5 − 14t) − 4/7 sin(5/9 − 9t) + 2946/7 sin(t + 20/13) + 49/5 sin(2t + 23/6) + 17/8 sin(6t + 11/5)...) θ(19π − t) θ(t − 15π): [13, 2549, 296, 2554]
- equation-line: + (−5/7 sin(3/5 − 13t) − 9/7 sin(2/9 − 9t) + 2861/9 sin(t + 19/13) + 31/6 sin(2t + 22/7) + 10/3 sin(5t + 4/3)...) θ(35π − t) θ(t − 31π): [13, 866, 291, 870]
- equation-line: x(t) = ((−2/7 sin(5/2 − 4t) − 7/8 sin(3/2 − 2t) + 3123/8 sin(t + 14/9) + 63/4 sin(2t + 8/3) + 13/8 sin(3t + 11/7)...) θ(75π − t) θ(t − 71π): [13, 180, 295, 185]
- description-text-c: 도표 해명도: [116, 16, 137, 21]
- equation-line: + (−6/5 sin(5/4 − 9t) − 7/3 sin(1/3 − 5t) + 2233/7 sin(t + 13/9) + 43/5 sin(2t + 31/9) + 21/5 sin(3t + 7/3)...) θ(51π − t) θ(t − 47π): [13, 640, 285, 645]
- equation-line: + (−8/7 sin(4/5 − 13t) − 7/6 sin(2/3 − 8t) + 3319/9 sin(t + 15/11) + 54/7 sin(2t + 10/3) + 11/9 sin(3t + 18/7)...) θ(55π − t) θ(t − 51π): [13, 1903, 293, 1908]
- wolfram-logo-icon: [17, 27, 22, 32]
- equation-line: + (−1/4 sin(9/8 − 10t) − 9/5 sin(5/7 − 7t) + 1541/3 sin(t + 12/7) + 19/5 sin(2t + 27/7) + 16/7 sin(4t + 5/2)...) θ(59π − t) θ(t − 55π): [13, 1864, 288, 1869]
- equation-line: + (−5/3 sin(7/5 − 9t) − 6/5 sin(9/7 − 3t) + 1173/5 sin(t + 14/9) + 13/4 sin(2t + 8/5) + 7/9 sin(6t + 3/2)...) θ(71π − t) θ(t − 67π): [13, 1609, 280, 1614]
- equation-line: + (−2/7 sin(4/7 − 13t) − 7/4 sin(2/9 − 8t) + 2794/7 sin(t + 16/11) + 45/8 sin(2t + 17/4) + 25/9 sin(5t + 12/5)...) θ(31π − t) θ(t − 27π): [13, 2324, 293, 2329]
- equation-line: + (−1/9 sin(1/4 − 12t) − 6/5 sin(3/4 − 6t) + 1727/4 sin(t + 18/11) + 33/4 sin(2t + 29/8) + 13/6 sin(4t + 16/7)...) θ(23π − t) θ(t − 19π): [13, 2442, 293, 2446]
- equation-line: + (−5/7 sin(3/5 − 13t) − 9/7 sin(2/9 − 9t) + 2861/9 sin(t + 19/13) + 31/6 sin(2t + 22/7) + 10/3 sin(5t + 4/3)...) θ(35π − t) θ(t − 31π): [13, 905, 291, 909]
- equation-line: + (−8/7 sin(4/5 − 13t) − 7/6 sin(2/3 − 8t) + 3319/9 sin(t + 15/11) + 54/7 sin(2t + 10/3) + 11/9 sin(3t + 18/7)...) θ(55π − t) θ(t − 51π): [13, 1913, 293, 1918]
- equation-line: + (−2/9 sin(3/4 − 12t) − 5/6 sin(1/6 − 7t) + 1639/4 sin(t + 9/5) + 37/5 sin(2t + 23/7) + 13/5 sin(4t + 15/7)...) θ(15π − t) θ(t − 11π): [13, 1257, 288, 1262]
- equation-line: + (−1/9 sin(1/4 − 12t) − 6/5 sin(3/4 − 6t) + 1727/4 sin(t + 18/11) + 33/4 sin(2t + 29/8) + 13/6 sin(4t + 16/7)...) θ(23π − t) θ(t − 19π): [13, 2471, 293, 2476]
- equation-line: + (−13/8 sin(4/3 − 7t) − 11/6 sin(7/5 − 4t) + 407/8 sin(t + 11/7) + 23/9 sin(2t + 8/5) + 31/12 sin(3t + 14/9)...) θ(67π − t) θ(t − 63π): [13, 357, 291, 361]
- equation-line: + (−6/7 sin(3/8 − 14t) − 2/3 sin(4/9 − 9t) + 1952/7 sin(t + 17/10) + 67/8 sin(2t + 19/6) + 15/4 sin(4t + 13/6)...) θ(47π − t) θ(t − 43π): [13, 2021, 293, 2025]
- equation-line: + (−3/10 sin(8/9 − 16t) − 5/8 sin(1/5 − 10t) + 2153/5 sin(t + 17/11) + 62/9 sin(2t + 27/10) + 21/8 sin(3t + 19/10)...) θ(15π − t) θ(t − 11π): [13, 2569, 304, 2573]
- equation-line: + (−5/9 sin(1/3 − 9t) − 11/8 sin(3/8 − 5t) + 947/3 sin(t + 7/4) + 47/7 sin(2t + 27/8) + 19/8 sin(3t + 16/9)...) θ(23π − t) θ(t − 19π): [13, 1120, 285, 1125]
- equation-line: + (−5/3 sin(7/5 − 9t) − 6/5 sin(9/7 − 3t) + 1173/5 sin(t + 14/9) + 13/4 sin(2t + 8/5) + 7/9 sin(6t + 3/2)...) θ(71π − t) θ(t − 67π): [13, 1649, 280, 1653]
- equation-line: + (−8/9 sin(2/3 − 11t) − 5/8 sin(3/7 − 7t) + 3589/9 sin(t + 3/2) + 52/7 sin(2t + 17/6) + 7/4 sin(4t + 13/5)...) θ(43π − t) θ(t − 39π): [13, 758, 285, 762]
- equation-line: + (−5/9 sin(1/3 − 9t) − 11/8 sin(3/8 − 5t) + 947/3 sin(t + 7/4) + 47/7 sin(2t + 27/8) + 19/8 sin(3t + 16/9)...) θ(23π − t) θ(t − 19π): [13, 1100, 285, 1105]
- description-text-b: 이 한 입력하면: [82, 16, 108, 21]
- equation-line: + (−1/9 sin(1/4 − 12t) − 6/5 sin(3/4 − 6t) + 1727/4 sin(t + 18/11) + 33/4 sin(2t + 29/8) + 13/6 sin(4t + 16/7)...) θ(23π − t) θ(t − 19π): [13, 2432, 293, 2436]
- equation-line: + (−1/5 sin(3/2 − 5t) − 5/7 sin(9/7 − 3t) + 1309/4 sin(t + 8/5) + 47/6 sin(2t + 13/8) + 11/8 sin(4t + 5/3)...) θ(63π − t) θ(t − 59π): [13, 396, 282, 400]
- rail-marker-icon: [376, 229, 380, 233]
- equation-line: + (−2/5 sin(1/5 − 8t) − 3/8 sin(1/9 − 6t) + 1871/7 sin(t + 9/7) + 65/8 sin(2t + 25/8) + 17/7 sin(3t + 11/5)...) θ(39π − t) θ(t − 35π): [13, 797, 285, 802]
- equation-line: + (−8/7 sin(4/5 − 13t) − 7/6 sin(2/3 − 8t) + 3319/9 sin(t + 15/11) + 54/7 sin(2t + 10/3) + 11/9 sin(3t + 18/7)...) θ(55π − t) θ(t − 51π): [13, 1942, 293, 1947]
- equation-line: + (−1/7 sin(19/13 − 10t) − 2/5 sin(11/7 − 9t) − 3/4 sin(6/5 − 6t) + 259/7 sin(t + 11/7) + 9/5 sin(2t + 17/8)...) θ(71π − t) θ(t − 67π): [13, 288, 288, 293]
- equation-line: y(t) = ((−13/9 sin(3/2 − 5t) − 11/7 sin(4/3 − 2t) + 2519/7 sin(t + 11/7) + 36/5 sin(3t + 17/11) + 9/4 sin(4t + 11/7)...) θ(75π − t) θ(t − 71π): [13, 1570, 303, 1575]
- equation-line: + (−9/8 sin(5/9 − 17t) − 5/4 sin(2/7 − 12t) + 2837/9 sin(t + 11/6) + 43/6 sin(2t + 14/3) + 22/7 sin(3t + 21/8)...) θ(sqrt(sgn(sin(t/2)))): [13, 1472, 292, 1477]
- side-scroll-rail[interactable]: [374, 23, 382, 2576]
- equation-line: + (−9/7 sin(6/7 − 17t) − 1/2 sin(7/8 − 11t) + 3386/9 sin(t + 14/9) + 71/9 sin(2t + 21/8) + 8/3 sin(3t + 15/7)...) θ(27π − t) θ(t − 23π): [13, 2422, 291, 2427]
- equation-line: + (−2/9 sin(3/4 − 12t) − 5/6 sin(1/6 − 7t) + 1639/4 sin(t + 9/5) + 37/5 sin(2t + 23/7) + 13/5 sin(4t + 15/7)...) θ(15π − t) θ(t − 11π): [13, 1238, 288, 1242]
- equation-line: + (−1/8 sin(6/7 − 13t) − 10/7 sin(3/10 − 9t) + 1919/5 sin(t + 10/7) + 34/3 sin(2t + 17/5) + 15/8 sin(4t + 23/9)...) θ(3π − t) θ(t + π): [13, 1443, 288, 1448]
- psy-figure-drawing: [15, 64, 82, 131]
- equation-line: x(t) = ((−2/7 sin(5/2 − 4t) − 7/8 sin(3/2 − 2t) + 3123/8 sin(t + 14/9) + 63/4 sin(2t + 8/3) + 13/8 sin(3t + 11/7)...) θ(75π − t) θ(t − 71π): [13, 219, 295, 224]
- equation-line: + (−2/3 sin(5/4 − 8t) − 3/2 sin(1/2 − 4t) + 869/4 sin(t + 3/2) + 31/8 sin(2t + 13/9) + 12/7 sin(3t + 19/13)...) θ(67π − t) θ(t − 63π): [13, 1727, 285, 1732]
- plot-control-left[interactable]: ◀: [14, 133, 21, 138]
- equation-line: + (−7/5 sin(6/5 − 11t) − 4/3 sin(3/5 − 6t) + 2057/6 sin(t + 13/9) + 28/3 sin(2t + 11/6) + 5/2 sin(5t + 9/7)...) θ(63π − t) θ(t − 59π): [13, 1795, 285, 1800]
- equation-line: + (−2/7 sin(4/7 − 13t) − 7/4 sin(2/9 − 8t) + 2794/7 sin(t + 16/11) + 45/8 sin(2t + 17/4) + 25/9 sin(5t + 12/5)...) θ(31π − t) θ(t − 27π): [13, 2314, 293, 2319]
- equation-line: + (−1/7 sin(19/13 − 10t) − 2/5 sin(11/7 − 9t) − 3/4 sin(6/5 − 6t) + 259/7 sin(t + 11/7) + 9/5 sin(2t + 17/8)...) θ(71π − t) θ(t − 67π): [13, 259, 288, 263]
- equation-line: + (−5/7 sin(3/5 − 13t) − 9/7 sin(2/9 − 9t) + 2861/9 sin(t + 19/13) + 31/6 sin(2t + 22/7) + 10/3 sin(5t + 4/3)...) θ(35π − t) θ(t − 31π): [13, 914, 291, 919]
- equation-line: + (−1/7 sin(19/13 − 10t) − 2/5 sin(11/7 − 9t) − 3/4 sin(6/5 − 6t) + 259/7 sin(t + 11/7) + 9/5 sin(2t + 17/8)...) θ(71π − t) θ(t − 67π): [13, 298, 288, 302]
- equation-line: + (−7/8 sin(2/5 − 16t) − 1/3 sin(5/7 − 10t) + 3127/7 sin(t + 16/9) + 59/6 sin(2t + 9/4) + 17/6 sin(3t + 14/5)...) θ(11π − t) θ(t − 7π): [13, 1267, 288, 1272]
- equation-line: + (−13/8 sin(4/3 − 7t) − 11/6 sin(7/5 − 4t) + 407/8 sin(t + 11/7) + 23/9 sin(2t + 8/5) + 31/12 sin(3t + 14/9)...) θ(67π − t) θ(t − 63π): [13, 347, 291, 351]
- equation-line: + (−7/5 sin(6/5 − 11t) − 4/3 sin(3/5 − 6t) + 2057/6 sin(t + 13/9) + 28/3 sin(2t + 11/6) + 5/2 sin(5t + 9/7)...) θ(63π − t) θ(t − 59π): [13, 1805, 285, 1810]
- equation-line: + (−1/5 sin(3/2 − 5t) − 5/7 sin(9/7 − 3t) + 1309/4 sin(t + 8/5) + 47/6 sin(2t + 13/8) + 11/8 sin(4t + 5/3)...) θ(63π − t) θ(t − 59π): [13, 425, 282, 430]
- equation-line: + (−8/9 sin(2/3 − 11t) − 5/8 sin(3/7 − 7t) + 3589/9 sin(t + 3/2) + 52/7 sin(2t + 17/6) + 7/4 sin(4t + 13/5)...) θ(43π − t) θ(t − 39π): [13, 777, 285, 782]
- equation-line: + (−7/9 sin(5/7 − 16t) − 8/7 sin(1/8 − 12t) + 1498/3 sin(t + 9/5) + 27/5 sin(2t + 31/7) + 14/9 sin(4t + 19/8)...) θ(35π − t) θ(t − 31π): [13, 2236, 291, 2241]
- equation-line: + (−6/5 sin(5/4 − 9t) − 7/3 sin(1/3 − 5t) + 2233/7 sin(t + 13/9) + 43/5 sin(2t + 31/9) + 21/5 sin(3t + 7/3)...) θ(51π − t) θ(t − 47π): [13, 631, 285, 635]
- equation-line: + (−2/9 sin(3/4 − 12t) − 5/6 sin(1/6 − 7t) + 1639/4 sin(t + 9/5) + 37/5 sin(2t + 23/7) + 13/5 sin(4t + 15/7)...) θ(15π − t) θ(t − 11π): [13, 1247, 288, 1252]
- equation-line: + (−5/9 sin(1/3 − 9t) − 11/8 sin(3/8 − 5t) + 947/3 sin(t + 7/4) + 47/7 sin(2t + 27/8) + 19/8 sin(3t + 16/9)...) θ(23π − t) θ(t − 19π): [13, 1091, 285, 1095]
- equation-line: + (−8/7 sin(4/5 − 13t) − 7/6 sin(2/3 − 8t) + 3319/9 sin(t + 15/11) + 54/7 sin(2t + 10/3) + 11/9 sin(3t + 18/7)...) θ(55π − t) θ(t − 51π): [13, 1933, 293, 1937]
- equation-line: + (−1/7 sin(19/13 − 10t) − 2/5 sin(11/7 − 9t) − 3/4 sin(6/5 − 6t) + 259/7 sin(t + 11/7) + 9/5 sin(2t + 17/8)...) θ(71π − t) θ(t − 67π): [13, 278, 288, 283]
- description-text-a: Input 판매자가 컴퓨터를 한 번 입력하면: [3, 16, 74, 21]
- equation-line: + (−4/5 sin(1/2 − 11t) − 3/5 sin(3/7 − 7t) + 2635/9 sin(t + 11/8) + 58/7 sin(2t + 13/4) + 19/7 sin(6t + 17/7)...) θ(39π − t) θ(t − 35π): [13, 2177, 291, 2182]
- equation-line: + (−3/4 sin(1/7 − 11t) − 8/9 sin(4/5 − 6t) + 2413/6 sin(t + 12/7) + 41/5 sin(2t + 31/8) + 9/4 sin(5t + 19/9)...) θ(7π − t) θ(t − 3π): [13, 1355, 282, 1360]
- equation-line: + (−11/9 sin(2/5 − 14t) − 4/7 sin(5/9 − 9t) + 2946/7 sin(t + 20/13) + 49/5 sin(2t + 23/6) + 17/8 sin(6t + 11/5)...) θ(19π − t) θ(t − 15π): [13, 2559, 296, 2564]
- equation-line: + (−3/8 sin(7/9 − 12t) − 5/9 sin(1/7 − 6t) + 2278/5 sin(t + 13/7) + 46/9 sin(2t + 25/6) + 23/8 sin(5t + 20/9)...) θ(51π − t) θ(t − 47π): [13, 2001, 291, 2006]
- equation-line: + (−1/4 sin(9/8 − 10t) − 9/5 sin(5/7 − 7t) + 1541/3 sin(t + 12/7) + 19/5 sin(2t + 27/7) + 16/7 sin(4t + 5/2)...) θ(59π − t) θ(t − 55π): [13, 1844, 288, 1849]
- plot-fullscreen[interactable]: ⤢: [47, 133, 54, 138]
- equation-line: + (−3/5 sin(2/7 − 15t) − 4/5 sin(5/9 − 11t) + 1786/5 sin(t + 11/7) + 73/8 sin(2t + 11/4) + 14/5 sin(4t + 17/7)...) θ(27π − t) θ(t − 23π): [13, 1012, 293, 1017]
- equation-line: + (−9/8 sin(5/9 − 17t) − 5/4 sin(2/7 − 12t) + 2837/9 sin(t + 11/6) + 43/6 sin(2t + 14/3) + 22/7 sin(3t + 21/8)...) θ(sqrt(sgn(sin(t/2)))): [13, 1521, 292, 1526]
- equation-line: x(t) = ((−2/7 sin(5/2 − 4t) − 7/8 sin(3/2 − 2t) + 3123/8 sin(t + 14/9) + 63/4 sin(2t + 8/3) + 13/8 sin(3t + 11/7)...) θ(75π − t) θ(t − 71π): [13, 200, 295, 205]
- equation-line: + (−5/7 sin(3/5 − 13t) − 9/7 sin(2/9 − 9t) + 2861/9 sin(t + 19/13) + 31/6 sin(2t + 22/7) + 10/3 sin(5t + 4/3)...) θ(35π − t) θ(t − 31π): [13, 895, 291, 900]
- equation-line: + (−4/9 sin(7/5 − 8t) − 10/9 sin(4/3 − 6t) + 1211/6 sin(t + 11/7) + 27/4 sin(2t + 19/12) + 5/6 sin(3t + 3/2)...) θ(59π − t) θ(t − 55π): [13, 445, 288, 449]
- equation-line: + (−2/3 sin(5/4 − 8t) − 3/2 sin(1/2 − 4t) + 869/4 sin(t + 3/2) + 31/8 sin(2t + 13/9) + 12/7 sin(3t + 19/13)...) θ(67π − t) θ(t − 63π): [13, 1717, 285, 1722]
- equation-line: + (−6/7 sin(3/8 − 14t) − 2/3 sin(4/9 − 9t) + 1952/7 sin(t + 17/10) + 67/8 sin(2t + 19/6) + 15/4 sin(4t + 13/6)...) θ(47π − t) θ(t − 43π): [13, 2060, 293, 2064]
- input-interpretation-value: PSY curve (plane curve): [13, 45, 63, 49]
- plot-controls: [14, 133, 54, 138]
- equation-line: + (−3/8 sin(7/9 − 12t) − 5/9 sin(1/7 − 6t) + 2278/5 sin(t + 13/7) + 46/9 sin(2t + 25/6) + 23/8 sin(5t + 20/9)...) θ(51π − t) θ(t − 47π): [13, 1962, 291, 1967]
- plot-caption: (positions) Got to know a few lines: [14, 145, 62, 148]
- equation-line: + (−2/3 sin(5/4 − 8t) − 3/2 sin(1/2 − 4t) + 869/4 sin(t + 3/2) + 31/8 sin(2t + 13/9) + 12/7 sin(3t + 19/13)...) θ(67π − t) θ(t − 63π): [13, 1688, 285, 1692]
- rail-marker-icon: [376, 744, 380, 748]
- equation-line: + (−2/5 sin(1/5 − 8t) − 3/8 sin(1/9 − 6t) + 1871/7 sin(t + 9/7) + 65/8 sin(2t + 25/8) + 17/7 sin(3t + 11/5)...) θ(39π − t) θ(t − 35π): [13, 787, 285, 792]
- equation-line: + (−13/8 sin(4/3 − 7t) − 11/6 sin(7/5 − 4t) + 407/8 sin(t + 11/7) + 23/9 sin(2t + 8/5) + 31/12 sin(3t + 14/9)...) θ(67π − t) θ(t − 63π): [13, 366, 291, 371]
- equation-line: + (−5/7 sin(3/5 − 13t) − 9/7 sin(2/9 − 9t) + 2861/9 sin(t + 19/13) + 31/6 sin(2t + 22/7) + 10/3 sin(5t + 4/3)...) θ(35π − t) θ(t − 31π): [13, 856, 291, 860]
- equation-line: + (−1/9 sin(1/4 − 12t) − 6/5 sin(3/4 − 6t) + 1727/4 sin(t + 18/11) + 33/4 sin(2t + 29/8) + 13/6 sin(4t + 16/7)...) θ(23π − t) θ(t − 19π): [13, 2461, 293, 2466]
- equation-line: x(t) = ((−2/7 sin(5/2 − 4t) − 7/8 sin(3/2 − 2t) + 3123/8 sin(t + 14/9) + 63/4 sin(2t + 8/3) + 13/8 sin(3t + 11/7)...) θ(75π − t) θ(t − 71π): [13, 190, 295, 195]
- equation-line: + (−2/9 sin(3/4 − 12t) − 5/6 sin(1/6 − 7t) + 1639/4 sin(t + 9/5) + 37/5 sin(2t + 23/7) + 13/5 sin(4t + 15/7)...) θ(15π − t) θ(t − 11π): [13, 1208, 288, 1213]
- equation-line: + (−4/7 sin(5/8 − 14t) − 6/7 sin(2/5 − 8t) + 2695/8 sin(t + 13/8) + 25/3 sin(2t + 29/9) + 11/4 sin(6t + 12/5)...) θ(19π − t) θ(t − 15π): [13, 1179, 291, 1183]
- equation-line: + (−1/9 sin(1/4 − 12t) − 6/5 sin(3/4 − 6t) + 1727/4 sin(t + 18/11) + 33/4 sin(2t + 29/8) + 13/6 sin(4t + 16/7)...) θ(23π − t) θ(t − 19π): [13, 2490, 293, 2495]
- equation-line: + (−4/5 sin(1/2 − 11t) − 3/5 sin(3/7 − 7t) + 2635/9 sin(t + 11/8) + 58/7 sin(2t + 13/4) + 19/7 sin(6t + 17/7)...) θ(39π − t) θ(t − 35π): [13, 2158, 291, 2162]
- equation-line: + (−5/6 sin(2/9 − 15t) − 9/10 sin(5/6 − 10t) + 3067/8 sin(t + 19/11) + 39/4 sin(2t + 24/7) + 7/3 sin(3t + 22/9)...) θ(43π − t) θ(t − 39π): [13, 2138, 296, 2143]
- equation-line: + (−4/5 sin(1/2 − 11t) − 3/5 sin(3/7 − 7t) + 2635/9 sin(t + 11/8) + 58/7 sin(2t + 13/4) + 19/7 sin(6t + 17/7)...) θ(39π − t) θ(t − 35π): [13, 2216, 291, 2221]
- equations-pod: [8, 156, 369, 2576]
- equation-line: + (−7/9 sin(5/7 − 16t) − 8/7 sin(1/8 − 12t) + 1498/3 sin(t + 9/5) + 27/5 sin(2t + 31/7) + 14/9 sin(4t + 19/8)...) θ(35π − t) θ(t − 31π): [13, 2226, 291, 2231]
- equation-line: + (−2/5 sin(1/5 − 8t) − 3/8 sin(1/9 − 6t) + 1871/7 sin(t + 9/7) + 65/8 sin(2t + 25/8) + 17/7 sin(3t + 11/5)...) θ(39π − t) θ(t − 35π): [13, 817, 285, 821]
- equation-line: + (−5/6 sin(2/9 − 15t) − 9/10 sin(5/6 − 10t) + 3067/8 sin(t + 19/11) + 39/4 sin(2t + 24/7) + 7/3 sin(3t + 22/9)...) θ(43π − t) θ(t − 39π): [13, 2099, 296, 2104]
- equation-line: + (−8/9 sin(2/3 − 11t) − 5/8 sin(3/7 − 7t) + 3589/9 sin(t + 3/2) + 52/7 sin(2t + 17/6) + 7/4 sin(4t + 13/5)...) θ(43π − t) θ(t − 39π): [13, 748, 285, 753]
- equation-line: + (−1/4 sin(9/8 − 10t) − 9/5 sin(5/7 − 7t) + 1541/3 sin(t + 12/7) + 19/5 sin(2t + 27/7) + 16/7 sin(4t + 5/2)...) θ(59π − t) θ(t − 55π): [13, 1835, 288, 1839]
- wolfram-label: WA: [9, 28, 15, 31]
- equation-line: + (−11/9 sin(2/5 − 14t) − 4/7 sin(5/9 − 9t) + 2946/7 sin(t + 20/13) + 49/5 sin(2t + 23/6) + 17/8 sin(6t + 11/5)...) θ(19π − t) θ(t − 15π): [13, 2530, 296, 2534]
- wolfram-header-bar: [9, 27, 44, 32]
- equation-line: + (−2/9 sin(3/4 − 12t) − 5/6 sin(1/6 − 7t) + 1639/4 sin(t + 9/5) + 37/5 sin(2t + 23/7) + 13/5 sin(4t + 15/7)...) θ(15π − t) θ(t − 11π): [13, 1228, 288, 1232]
- equation-line: + (−3/8 sin(7/9 − 12t) − 5/9 sin(1/7 − 6t) + 2278/5 sin(t + 13/7) + 46/9 sin(2t + 25/6) + 23/8 sin(5t + 20/9)...) θ(51π − t) θ(t − 47π): [13, 1972, 291, 1976]
- equation-line: + (−1/2 sin(4/9 − 10t) − 7/9 sin(1/4 − 6t) + 3254/9 sin(t + 8/5) + 23/4 sin(2t + 30/7) + 8/5 sin(3t + 19/7)...) θ(31π − t) θ(t − 27π): [13, 934, 285, 939]
- equation-line: + (−2/7 sin(4/7 − 13t) − 7/4 sin(2/9 − 8t) + 2794/7 sin(t + 16/11) + 45/8 sin(2t + 17/4) + 25/9 sin(5t + 12/5)...) θ(31π − t) θ(t − 27π): [13, 2344, 293, 2348]
- plot-zoom-out[interactable]: ⊖: [39, 133, 45, 138]
- equation-line: + (−1/5 sin(3/2 − 5t) − 5/7 sin(9/7 − 3t) + 1309/4 sin(t + 8/5) + 47/6 sin(2t + 13/8) + 11/8 sin(4t + 5/3)...) θ(63π − t) θ(t − 59π): [13, 435, 282, 439]
- equation-line: + (−1/3 sin(5/6 − 12t) − 1/4 sin(4/7 − 10t) + 1045/3 sin(t + 15/8) + 17/4 sin(2t + 5/4) + 29/9 sin(3t + 2/7)...) θ(47π − t) θ(t − 43π): [13, 670, 288, 674]
- equation-line: + (−2/3 sin(5/4 − 8t) − 3/2 sin(1/2 − 4t) + 869/4 sin(t + 3/2) + 31/8 sin(2t + 13/9) + 12/7 sin(3t + 19/13)...) θ(67π − t) θ(t − 63π): [13, 1707, 285, 1712]
- equation-line: + (−3/4 sin(1/7 − 11t) − 8/9 sin(4/5 − 6t) + 2413/6 sin(t + 12/7) + 41/5 sin(2t + 31/8) + 9/4 sin(5t + 19/9)...) θ(7π − t) θ(t − 3π): [13, 1384, 282, 1389]
- equation-line: + (−11/9 sin(2/5 − 14t) − 4/7 sin(5/9 − 9t) + 2946/7 sin(t + 20/13) + 49/5 sin(2t + 23/6) + 17/8 sin(6t + 11/5)...) θ(19π − t) θ(t − 15π): [13, 2510, 296, 2515]
- equation-line: + (−11/9 sin(2/5 − 14t) − 4/7 sin(5/9 − 9t) + 2946/7 sin(t + 20/13) + 49/5 sin(2t + 23/6) + 17/8 sin(6t + 11/5)...) θ(19π − t) θ(t − 15π): [13, 2539, 296, 2544]
- equation-line: + (−1/8 sin(6/7 − 13t) − 10/7 sin(3/10 − 9t) + 1919/5 sin(t + 10/7) + 34/3 sin(2t + 17/5) + 15/8 sin(4t + 23/9)...) θ(3π − t) θ(t + π): [13, 1404, 288, 1409]
- equation-line: + (−2/7 sin(4/7 − 13t) − 7/4 sin(2/9 − 8t) + 2794/7 sin(t + 16/11) + 45/8 sin(2t + 17/4) + 25/9 sin(5t + 12/5)...) θ(31π − t) θ(t − 27π): [13, 2295, 293, 2299]
